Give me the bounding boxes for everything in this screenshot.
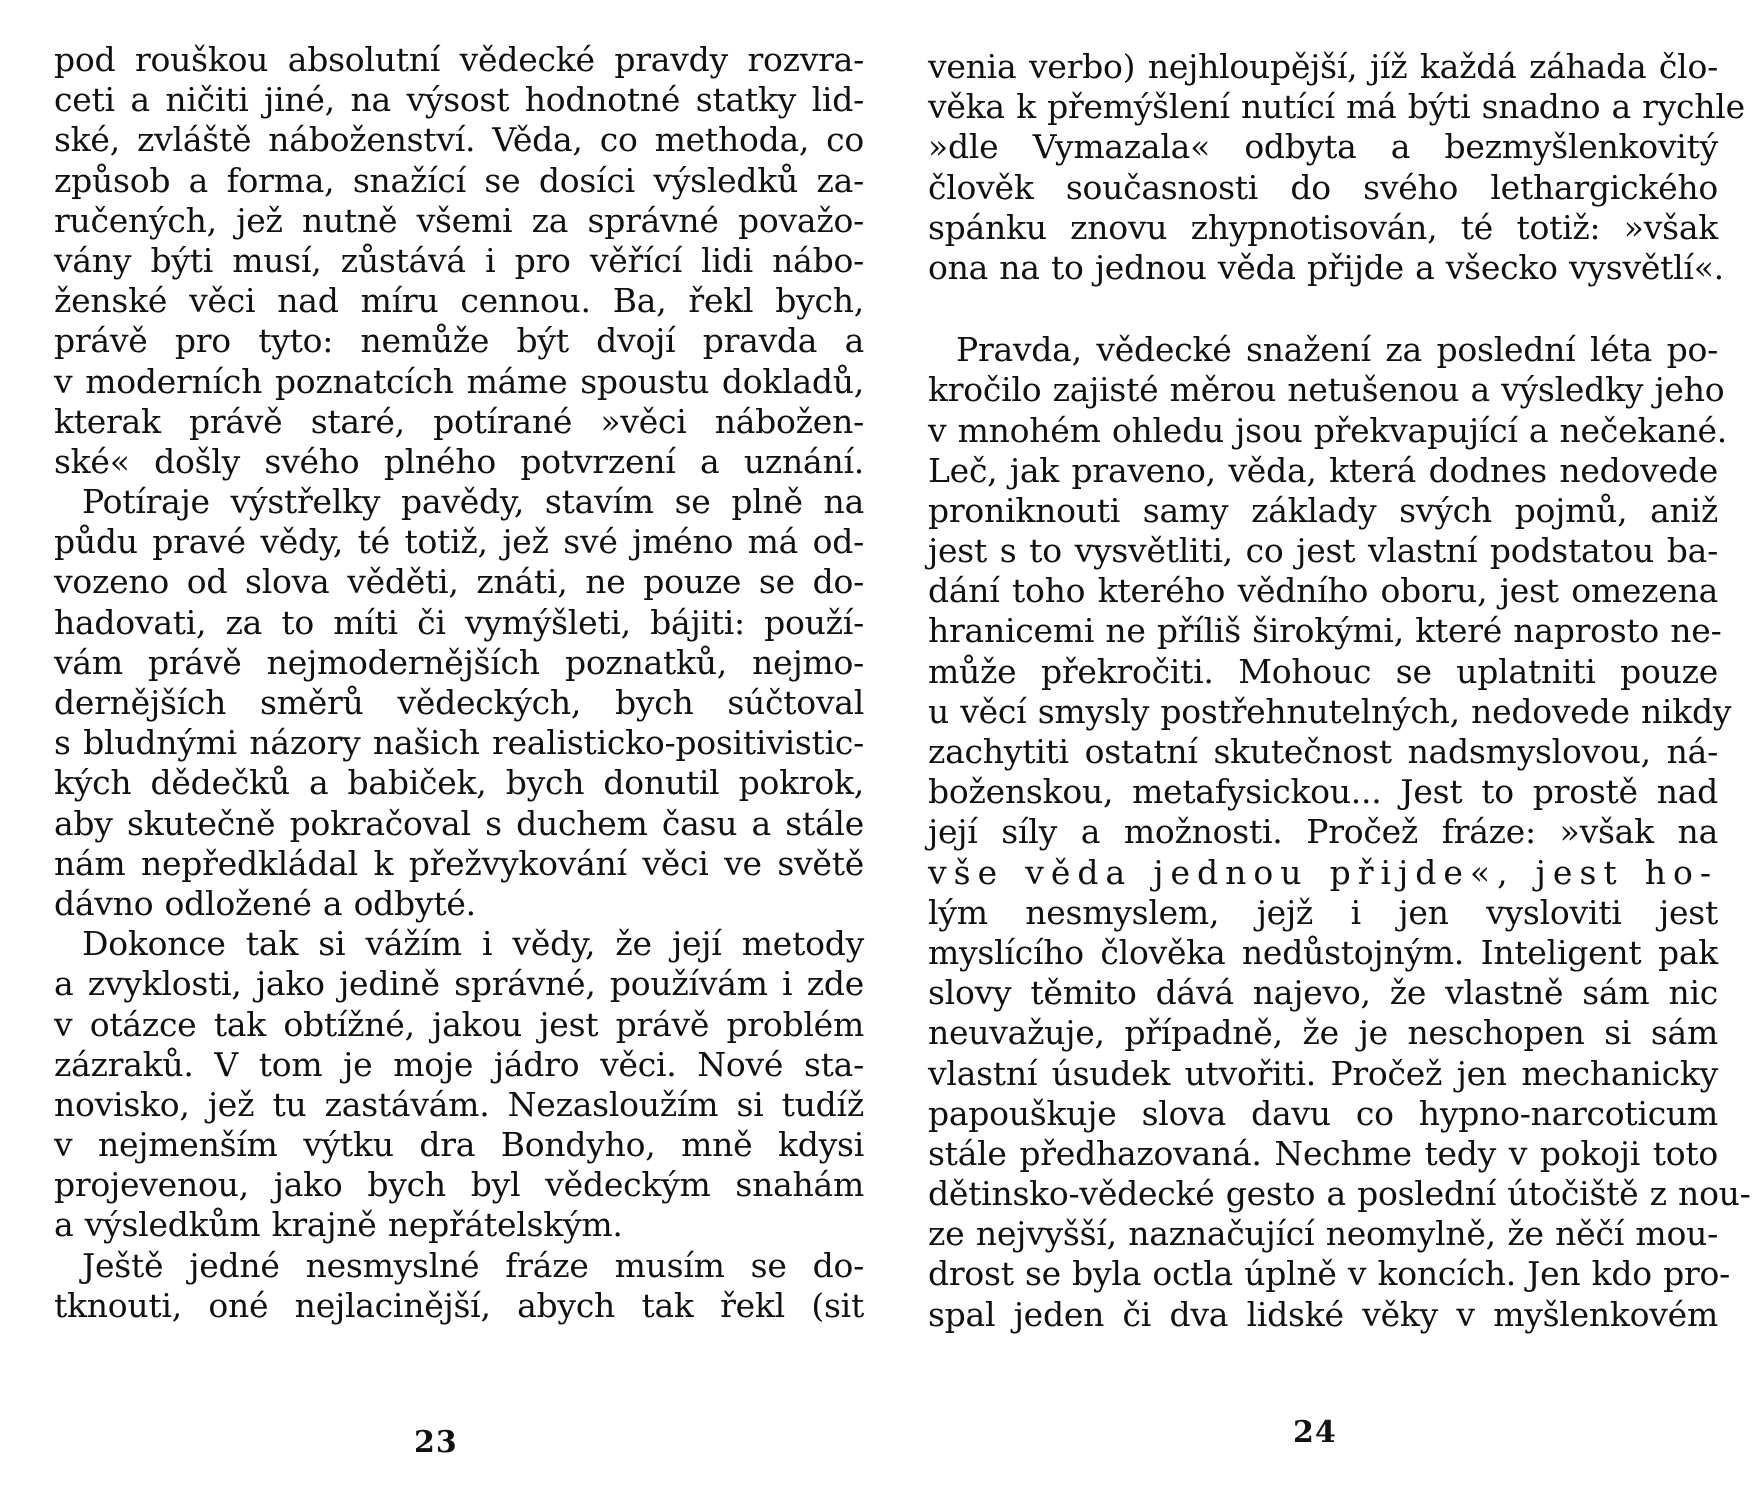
paragraph-gap <box>928 288 1718 330</box>
text-line: zachytiti ostatní skutečnost nadsmyslovou, ná- <box>928 732 1718 771</box>
text-line: u věcí smysly postřehnutelných, nedovede nikdy <box>928 691 1732 731</box>
text-line: dernějších směrů vědeckých, bych súčtoval <box>54 683 864 722</box>
text-line: ze nejvyšší, naznačující neomylně, že něčí mou- <box>928 1214 1718 1254</box>
text-line: stále předhazovaná. Nechme tedy v pokoji toto <box>928 1133 1718 1173</box>
text-line: kých dědečků a babiček, bych donutil pokrok, <box>54 763 864 803</box>
text-line: člověk současnosti do svého lethargického <box>928 167 1718 207</box>
text-line: hranicemi ne příliš širokými, které naprosto ne- <box>928 611 1722 651</box>
paragraph-start-line: Dokonce tak si vážím i vědy, že její metody <box>82 924 864 964</box>
paragraph-start-line: Ještě jedné nesmyslné fráze musím se do- <box>82 1245 864 1285</box>
text-line: zázraků. V tom je moje jádro věci. Nové sta- <box>54 1044 864 1084</box>
text-line: tknouti, oné nejlacinější, abych tak řekl (sit <box>54 1285 864 1325</box>
text-line: v moderních poznatcích máme spoustu dokladů, <box>54 361 864 401</box>
text-line: vlastní úsudek utvořiti. Pročež jen mechanicky <box>928 1053 1718 1093</box>
text-line: vám právě nejmodernějších poznatků, nejmo- <box>54 642 864 682</box>
text-line: spánku znovu zhypnotisován, té totiž: »však <box>928 207 1718 247</box>
text-line: myslícího člověka nedůstojným. Inteligent pak <box>928 932 1718 972</box>
paragraph-start-line: Potíraje výstřelky pavědy, stavím se plně na <box>82 482 864 522</box>
paragraph-start-line: Pravda, vědecké snažení za poslední léta po- <box>956 330 1718 370</box>
text-line: nám nepředkládal k přežvykování věci ve světě <box>54 843 864 883</box>
text-line: jest s to vysvětliti, co jest vlastní podstatou ba- <box>928 531 1718 571</box>
text-line: hadovati, za to míti či vymýšleti, bájiti: použí- <box>54 602 864 642</box>
text-line: ceti a ničiti jiné, na výsost hodnotné statky lid- <box>54 80 864 120</box>
right-page <box>928 47 1751 1335</box>
text-line: právě pro tyto: nemůže být dvojí pravda a <box>54 321 864 361</box>
text-line: půdu pravé vědy, té totiž, jež své jméno má od- <box>54 522 864 562</box>
text-line: vozeno od slova věděti, znáti, ne pouze se do- <box>54 562 864 602</box>
page-number-left: 23 <box>414 1425 458 1460</box>
text-line: drost se byla octla úplně v koncích. Jen kdo pro- <box>928 1254 1731 1294</box>
text-line: pod rouškou absolutní vědecké pravdy rozvra- <box>54 40 864 79</box>
text-line: ské« došly svého plného potvrzení a uznání. <box>54 441 864 481</box>
text-line: věka k přemýšlení nutící má býti snadno a rychle <box>928 87 1745 127</box>
text-line: »dle Vymazala« odbyta a bezmyšlenkovitý <box>928 127 1718 167</box>
text-line: ženské věci nad míru cennou. Ba, řekl bych, <box>54 281 864 321</box>
left-page <box>54 40 864 1326</box>
text-line: ručených, jež nutně všemi za správné považo- <box>54 200 864 240</box>
paragraph-end-line: dávno odložené a odbyté. <box>54 883 476 923</box>
text-line: slovy těmito dává najevo, že vlastně sám nic <box>928 973 1718 1013</box>
text-line: neuvažuje, případně, že je neschopen si sám <box>928 1013 1718 1053</box>
text-line: může překročiti. Mohouc se uplatniti pouze <box>928 651 1718 691</box>
text-line: v mnohém ohledu jsou překvapující a nečekané. <box>928 410 1728 450</box>
text-line: kročilo zajisté měrou netušenou a výsledky jeho <box>928 370 1725 410</box>
text-line: její síly a možnosti. Pročež fráze: »však na <box>928 812 1718 852</box>
page-number-right: 24 <box>1293 1415 1337 1450</box>
text-line: Leč, jak praveno, věda, která dodnes nedovede <box>928 450 1718 490</box>
text-line: projevenou, jako bych byl vědeckým snahám <box>54 1165 864 1205</box>
text-line: boženskou, metafysickou... Jest to prostě nad <box>928 772 1718 812</box>
text-line: dání toho kterého vědního oboru, jest omezena <box>928 571 1718 611</box>
text-line: s bludnými názory našich realisticko-positivistic- <box>54 723 864 763</box>
text-line: způsob a forma, snažící se dosíci výsledků za- <box>54 160 864 200</box>
text-line: kterak právě staré, potírané »věci nábožen- <box>54 401 864 441</box>
text-line: lým nesmyslem, jejž i jen vysloviti jest <box>928 892 1718 932</box>
text-line: spal jeden či dva lidské věky v myšlenkovém <box>928 1294 1718 1334</box>
text-line: dětinsko-vědecké gesto a poslední útočiště z nou- <box>928 1174 1751 1214</box>
text-line: aby skutečně pokračoval s duchem času a stále <box>54 803 864 843</box>
text-line: vány býti musí, zůstává i pro věřící lidi nábo- <box>54 240 864 280</box>
text-line: ské, zvláště náboženství. Věda, co methoda, co <box>54 120 864 160</box>
paragraph-end-line: a výsledkům krajně nepřátelským. <box>54 1205 623 1245</box>
spaced-emphasis-line: vše věda jednou přijde«, jest ho- <box>928 852 1718 892</box>
text-line: proniknouti samy základy svých pojmů, aniž <box>928 490 1718 530</box>
text-line: venia verbo) nejhloupější, jíž každá záhada člo- <box>928 47 1718 86</box>
text-line: novisko, jež tu zastávám. Nezasloužím si tudíž <box>54 1084 864 1124</box>
text-line: a zvyklosti, jako jedině správné, používám i zde <box>54 964 864 1004</box>
text-line: v otázce tak obtížné, jakou jest právě problém <box>54 1004 864 1044</box>
text-line: ona na to jednou věda přijde a všecko vysvětlí«. <box>928 247 1724 287</box>
text-line: v nejmenším výtku dra Bondyho, mně kdysi <box>54 1125 864 1165</box>
text-line: papouškuje slova davu co hypno-narcoticum <box>928 1093 1718 1133</box>
